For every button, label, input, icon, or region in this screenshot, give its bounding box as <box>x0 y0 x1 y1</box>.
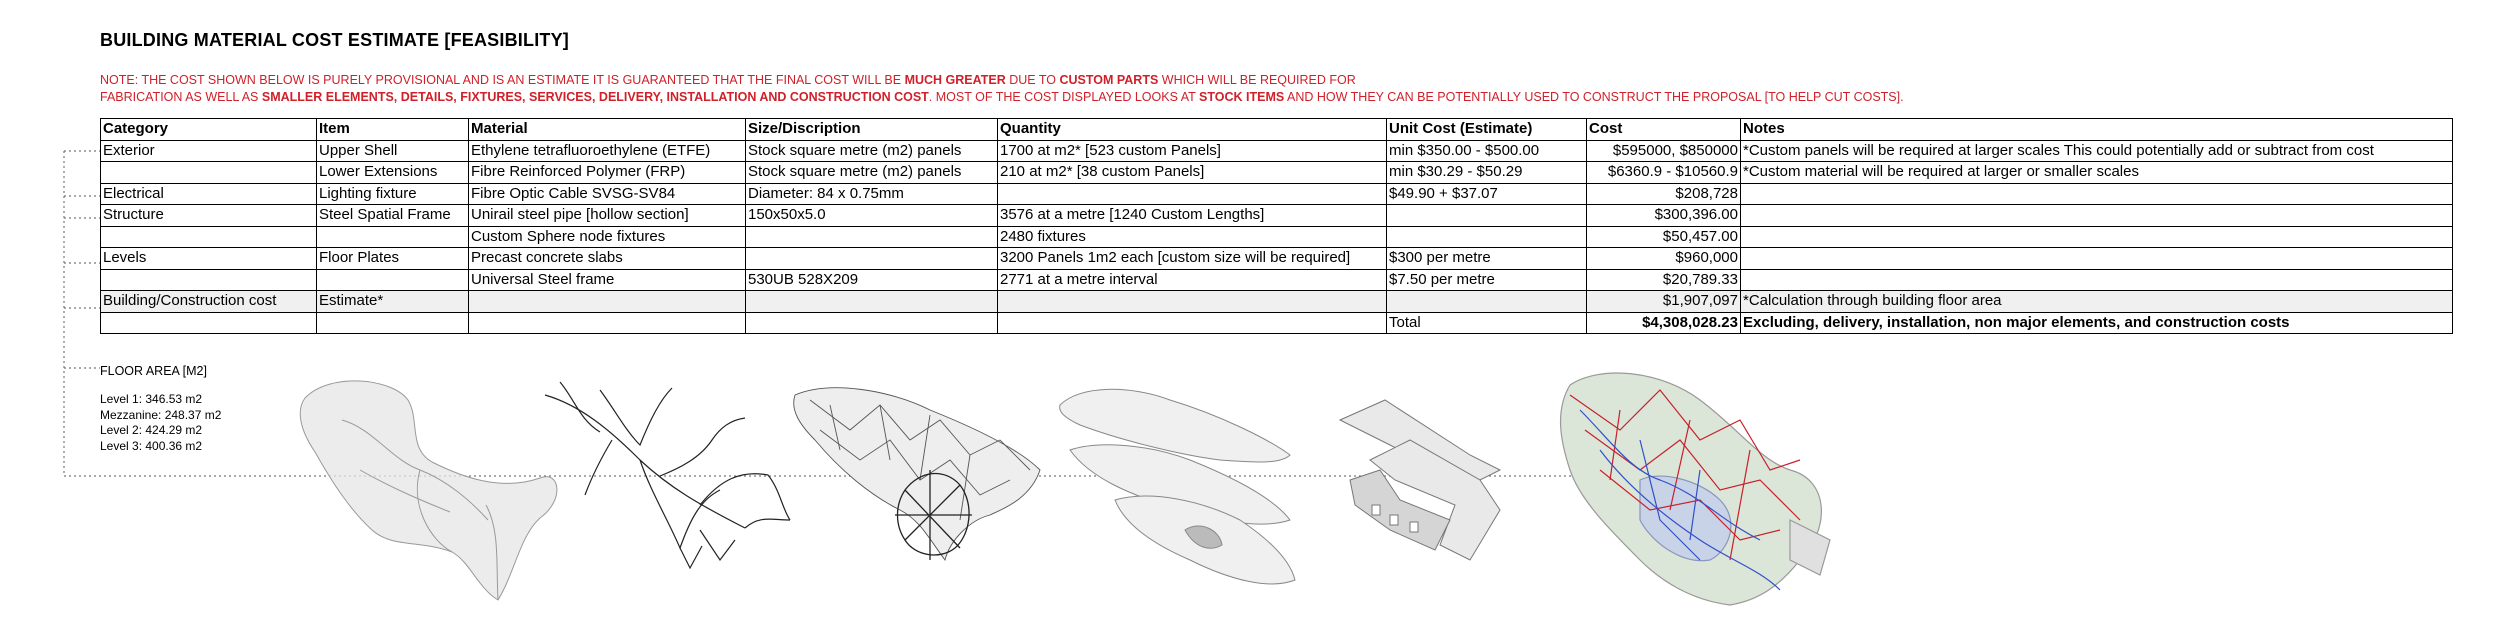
cell-cost: $595000, $850000 <box>1587 140 1741 162</box>
cell-material: Fibre Optic Cable SVSG-SV84 <box>469 183 746 205</box>
cell-total-notes: Excluding, delivery, installation, non major elements, and construction costs <box>1741 312 2453 334</box>
header-material: Material <box>469 119 746 141</box>
cell-notes: *Calculation through building floor area <box>1741 291 2453 313</box>
combined-model-drawing <box>1561 373 1830 605</box>
header-unit-cost: Unit Cost (Estimate) <box>1387 119 1587 141</box>
cell-cost: $208,728 <box>1587 183 1741 205</box>
header-item: Item <box>317 119 469 141</box>
cell-item: Lighting fixture <box>317 183 469 205</box>
cell-item: Floor Plates <box>317 248 469 270</box>
floor-area-title: FLOOR AREA [M2] <box>100 364 207 378</box>
cell-category: Structure <box>101 205 317 227</box>
note-line-2: FABRICATION AS WELL AS SMALLER ELEMENTS, DETAILS, FIXTURES, SERVICES, DELIVERY, INSTALLATION AND CONSTRUCTION COST. MOST OF THE COST DISPLAYED LOOKS AT STOCK ITEMS AND HOW THEY CAN BE POTENTIALLY USED TO CONSTRUCT THE PROPOSAL [TO HELP CUT COSTS]. <box>100 90 1904 104</box>
page-title: BUILDING MATERIAL COST ESTIMATE [FEASIBILITY] <box>100 30 569 50</box>
cell-unit-cost: min $350.00 - $500.00 <box>1387 140 1587 162</box>
cell-cost: $960,000 <box>1587 248 1741 270</box>
header-notes: Notes <box>1741 119 2453 141</box>
header-quantity: Quantity <box>998 119 1387 141</box>
cell-cost: $20,789.33 <box>1587 269 1741 291</box>
lattice-frame-drawing <box>794 388 1040 560</box>
cell-cost: $50,457.00 <box>1587 226 1741 248</box>
header-size: Size/Discription <box>746 119 998 141</box>
floor-level-2: Level 2: 424.29 m2 <box>100 423 203 437</box>
cell-total-cost: $4,308,028.23 <box>1587 312 1741 334</box>
cell-total-label: Total <box>1387 312 1587 334</box>
cell-quantity: 210 at m2* [38 custom Panels] <box>998 162 1387 184</box>
cell-item: Upper Shell <box>317 140 469 162</box>
cell-quantity: 2480 fixtures <box>998 226 1387 248</box>
cell-unit-cost: $49.90 + $37.07 <box>1387 183 1587 205</box>
header-cost: Cost <box>1587 119 1741 141</box>
header-category: Category <box>101 119 317 141</box>
cell-category: Exterior <box>101 140 317 162</box>
cell-cost: $6360.9 - $10560.9 <box>1587 162 1741 184</box>
cell-size: Diameter: 84 x 0.75mm <box>746 183 998 205</box>
cell-material: Unirail steel pipe [hollow section] <box>469 205 746 227</box>
cell-material: Precast concrete slabs <box>469 248 746 270</box>
cell-unit-cost: min $30.29 - $50.29 <box>1387 162 1587 184</box>
cell-quantity: 3576 at a metre [1240 Custom Lengths] <box>998 205 1387 227</box>
cell-material: Ethylene tetrafluoroethylene (ETFE) <box>469 140 746 162</box>
floor-plates-drawing <box>1060 389 1295 584</box>
cell-cost: $300,396.00 <box>1587 205 1741 227</box>
branching-structure-drawing <box>545 382 790 568</box>
cell-category: Electrical <box>101 183 317 205</box>
cell-material: Fibre Reinforced Polymer (FRP) <box>469 162 746 184</box>
cell-material: Universal Steel frame <box>469 269 746 291</box>
floor-level-mezzanine: Mezzanine: 248.37 m2 <box>100 407 222 422</box>
cell-item: Lower Extensions <box>317 162 469 184</box>
cell-size: Stock square metre (m2) panels <box>746 162 998 184</box>
cell-unit-cost: $300 per metre <box>1387 248 1587 270</box>
extension-panels-drawing <box>1340 400 1500 560</box>
floor-level-3: Level 3: 400.36 m2 <box>100 438 203 453</box>
cell-category: Building/Construction cost <box>101 291 317 313</box>
cell-material: Custom Sphere node fixtures <box>469 226 746 248</box>
cell-unit-cost: $7.50 per metre <box>1387 269 1587 291</box>
note-line-1: NOTE: THE COST SHOWN BELOW IS PURELY PROVISIONAL AND IS AN ESTIMATE IT IS GUARANTEED THAT THE FINAL COST WILL BE MUCH GREATER DUE TO CUSTOM PARTS WHICH WILL BE REQUIRED FOR <box>100 73 1356 87</box>
massing-shell-drawing <box>300 381 557 600</box>
cell-size: Stock square metre (m2) panels <box>746 140 998 162</box>
cell-quantity: 1700 at m2* [523 custom Panels] <box>998 140 1387 162</box>
cell-size: 530UB 528X209 <box>746 269 998 291</box>
cell-notes: *Custom panels will be required at larger scales This could potentially add or subtract from cost <box>1741 140 2453 162</box>
cell-cost: $1,907,097 <box>1587 291 1741 313</box>
cell-item: Steel Spatial Frame <box>317 205 469 227</box>
cell-category: Levels <box>101 248 317 270</box>
cell-quantity: 2771 at a metre interval <box>998 269 1387 291</box>
cell-size: 150x50x5.0 <box>746 205 998 227</box>
floor-level-1: Level 1: 346.53 m2 <box>100 392 203 406</box>
cell-quantity: 3200 Panels 1m2 each [custom size will be required] <box>998 248 1387 270</box>
cell-notes: *Custom material will be required at larger or smaller scales <box>1741 162 2453 184</box>
cell-item: Estimate* <box>317 291 469 313</box>
